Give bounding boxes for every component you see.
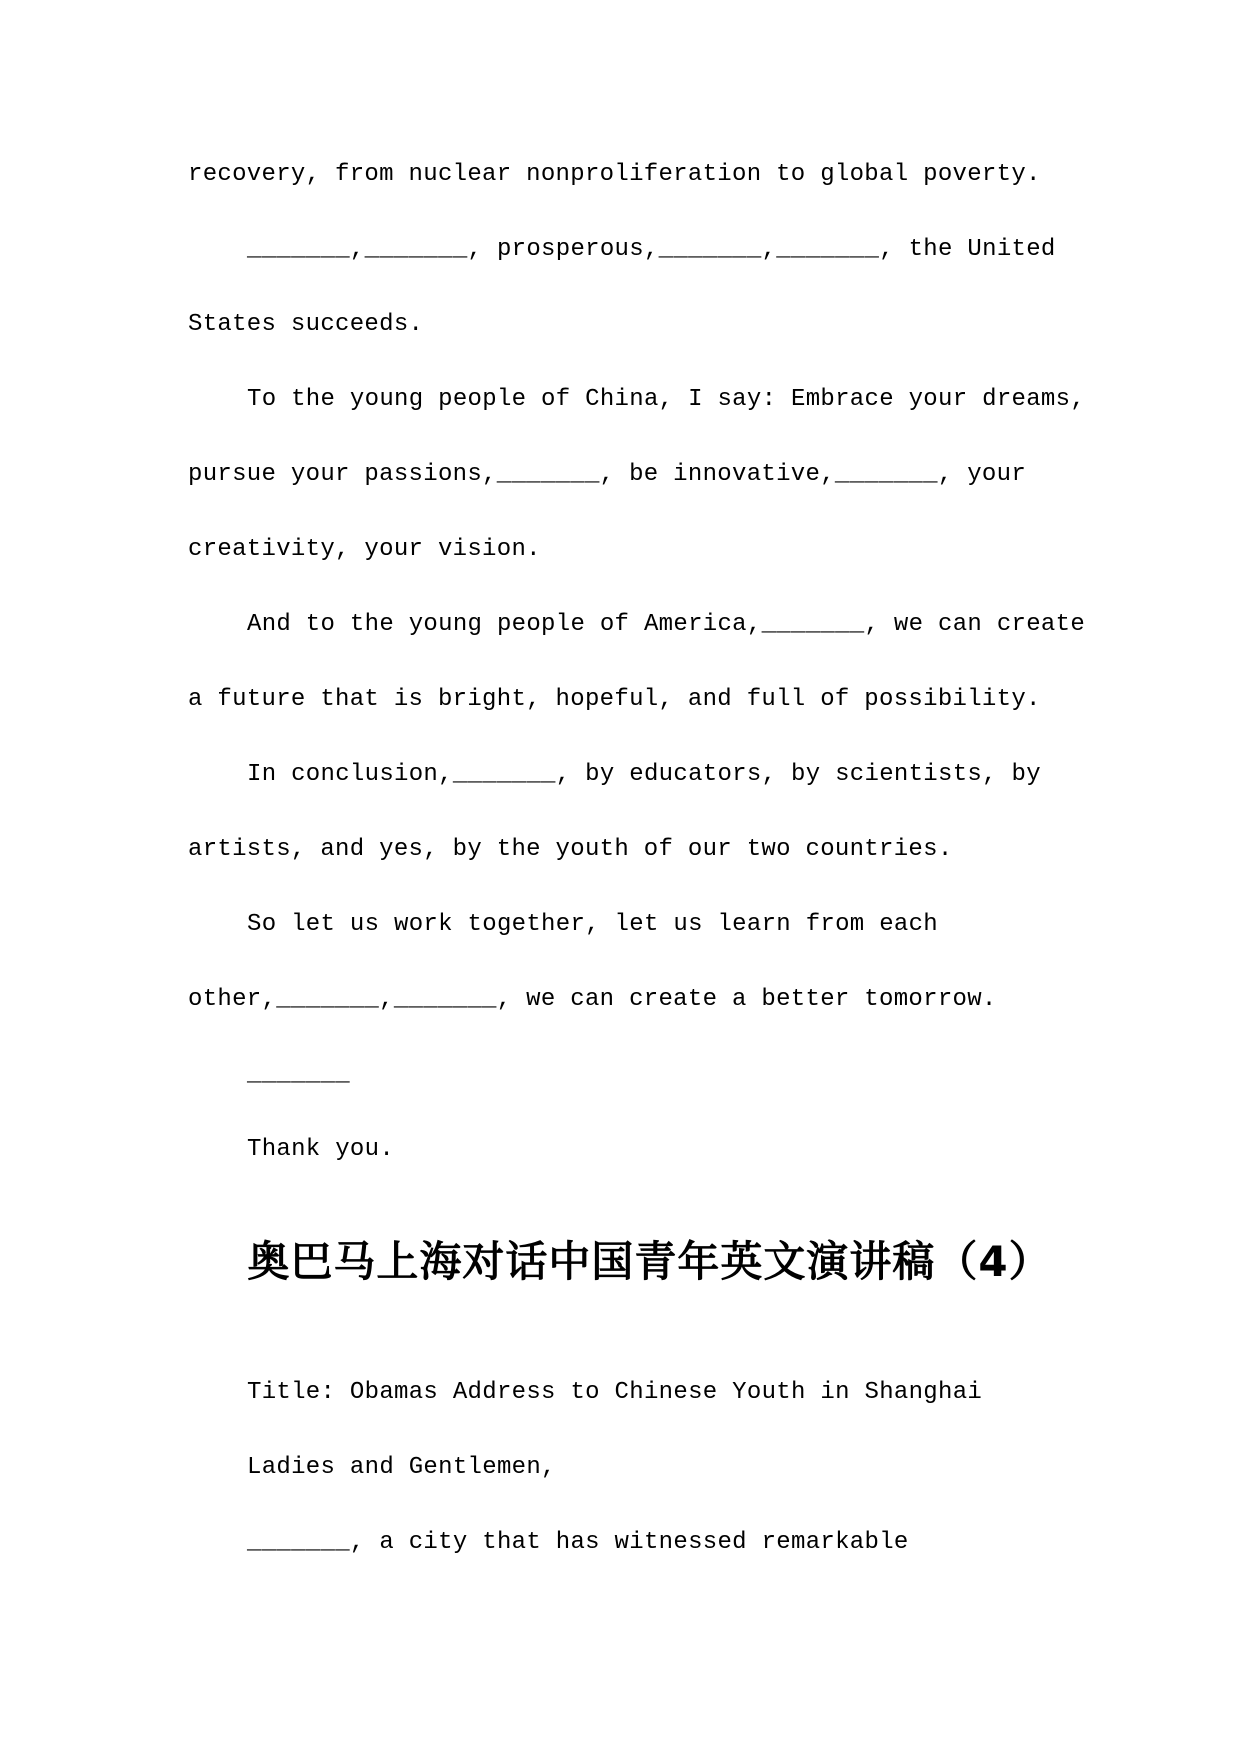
text-line: Ladies and Gentlemen, <box>247 1454 556 1481</box>
body-text <box>188 137 1111 1187</box>
text-line: _______ <box>247 1061 350 1088</box>
text-line: Thank you. <box>247 1136 395 1163</box>
text-line: So let us work together, let us learn from each <box>247 911 939 938</box>
text-line: _______,_______, prosperous,_______,_______, the United <box>247 236 1056 263</box>
text-line: creativity, your vision. <box>188 536 541 563</box>
text-line: _______, a city that has witnessed remarkable <box>247 1529 909 1556</box>
text-line: recovery, from nuclear nonproliferation to global poverty. <box>188 161 1041 188</box>
section-heading: 奥巴马上海对话中国青年英文演讲稿（4） <box>247 1237 1052 1286</box>
text-line: a future that is bright, hopeful, and full of possibility. <box>188 686 1041 713</box>
footer-text <box>188 1355 1111 1580</box>
text-line: And to the young people of America,_______, we can create <box>247 611 1086 638</box>
text-line: States succeeds. <box>188 311 424 338</box>
text-line: pursue your passions,_______, be innovative,_______, your <box>188 461 1027 488</box>
text-line: Title: Obamas Address to Chinese Youth in Shanghai <box>247 1379 983 1406</box>
text-line: other,_______,_______, we can create a better tomorrow. <box>188 986 997 1013</box>
text-line: To the young people of China, I say: Embrace your dreams, <box>247 386 1086 413</box>
text-line: artists, and yes, by the youth of our two countries. <box>188 836 953 863</box>
text-line: In conclusion,_______, by educators, by scientists, by <box>247 761 1041 788</box>
